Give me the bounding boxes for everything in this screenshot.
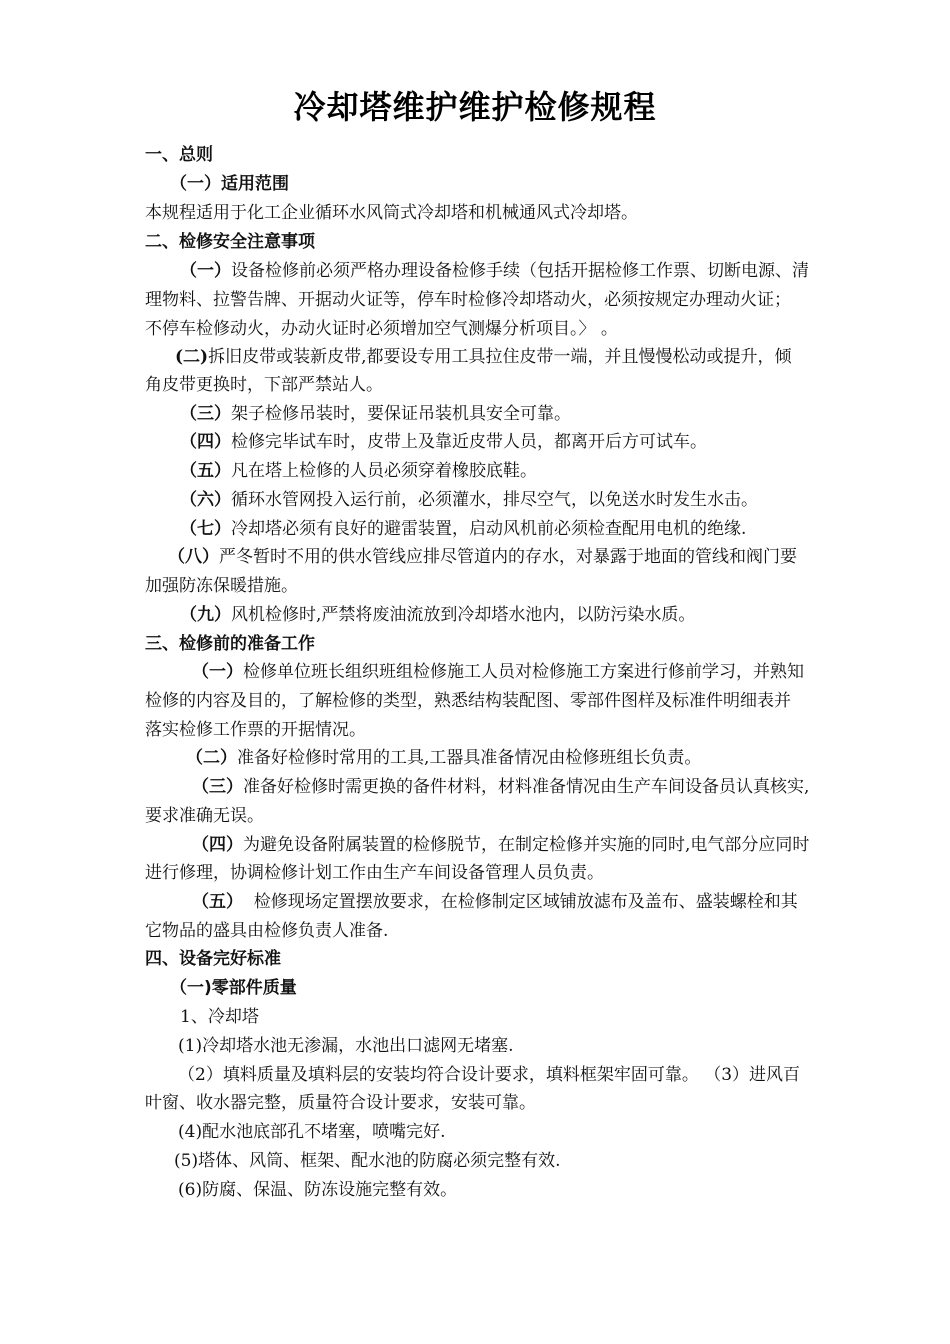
list-item-continuation: 它物品的盛具由检修负责人准备.: [145, 921, 389, 941]
subheading-scope: （一）适用范围: [170, 174, 289, 194]
list-item-continuation: 检修的内容及目的，了解检修的类型，熟悉结构装配图、零部件图样及标准件明细表并: [145, 691, 791, 711]
list-item: (4)配水池底部孔不堵塞，喷嘴完好.: [178, 1122, 446, 1142]
list-item: (5)塔体、风筒、框架、配水池的防腐必须完整有效.: [174, 1151, 561, 1171]
section-heading-general: 一、总则: [145, 145, 213, 165]
list-item-continuation: 进行修理，协调检修计划工作由生产车间设备管理人员负责。: [145, 863, 604, 883]
list-item: （五） 检修现场定置摆放要求，在检修制定区域铺放滤布及盖布、盛装螺栓和其: [192, 892, 798, 912]
list-item-continuation: 要求准确无误。: [145, 806, 264, 826]
section-heading-safety: 二、检修安全注意事项: [145, 232, 315, 252]
list-item: （九）风机检修时,严禁将废油流放到冷却塔水池内，以防污染水质。: [180, 605, 696, 625]
list-item: （八）严冬暂时不用的供水管线应排尽管道内的存水，对暴露于地面的管线和阀门要: [168, 547, 797, 567]
subheading-cooling-tower: 1、冷却塔: [180, 1007, 259, 1027]
list-item-continuation: 落实检修工作票的开据情况。: [145, 720, 366, 740]
list-item: （六）循环水管网投入运行前，必须灌水，排尽空气，以免送水时发生水击。: [180, 490, 758, 510]
list-item: （七）冷却塔必须有良好的避雷装置，启动风机前必须检查配用电机的绝缘.: [180, 519, 747, 539]
list-item: （一）检修单位班长组织班组检修施工人员对检修施工方案进行修前学习，并熟知: [192, 662, 804, 682]
document-title: 冷却塔维护维护检修规程: [293, 88, 657, 126]
section-heading-preparation: 三、检修前的准备工作: [145, 634, 315, 654]
list-item: (6)防腐、保温、防冻设施完整有效。: [178, 1180, 458, 1200]
section-heading-standards: 四、设备完好标准: [145, 949, 281, 969]
list-item: （2）填料质量及填料层的安装均符合设计要求，填料框架牢固可靠。 （3）进风百: [178, 1065, 801, 1085]
list-item-continuation: 不停车检修动火，办动火证时必须增加空气测爆分析项目。〉 。: [145, 319, 618, 339]
list-item: （四）为避免设备附属装置的检修脱节，在制定检修并实施的同时,电气部分应同时: [192, 835, 810, 855]
list-item-continuation: 角皮带更换时，下部严禁站人。: [145, 375, 383, 395]
list-item: （四）检修完毕试车时，皮带上及靠近皮带人员，都离开后方可试车。: [180, 432, 707, 452]
list-item: (1)冷却塔水池无渗漏，水池出口滤网无堵塞.: [178, 1036, 514, 1056]
list-item-continuation: 理物料、拉警告牌、开据动火证等，停车时检修冷却塔动火，必须按规定办理动火证；: [145, 290, 791, 310]
list-item: （五）凡在塔上检修的人员必须穿着橡胶底鞋。: [180, 461, 537, 481]
list-item-continuation: 加强防冻保暖措施。: [145, 576, 298, 596]
list-item: （三）准备好检修时需更换的备件材料，材料准备情况由生产车间设备员认真核实,: [192, 777, 810, 797]
subheading-component-quality: （一)零部件质量: [170, 978, 297, 998]
list-item: (二)拆旧皮带或装新皮带,都要设专用工具拉住皮带一端，并且慢慢松动或提升，倾: [175, 347, 792, 367]
list-item: （二）准备好检修时常用的工具,工器具准备情况由检修班组长负责。: [186, 748, 702, 768]
list-item: （一）设备检修前必须严格办理设备检修手续（包括开据检修工作票、切断电源、清: [180, 261, 809, 281]
list-item-continuation: 叶窗、收水器完整，质量符合设计要求，安装可靠。: [145, 1093, 536, 1113]
paragraph-scope: 本规程适用于化工企业循环水风筒式冷却塔和机械通风式冷却塔。: [145, 203, 638, 223]
list-item: （三）架子检修吊装时，要保证吊装机具安全可靠。: [180, 404, 571, 424]
